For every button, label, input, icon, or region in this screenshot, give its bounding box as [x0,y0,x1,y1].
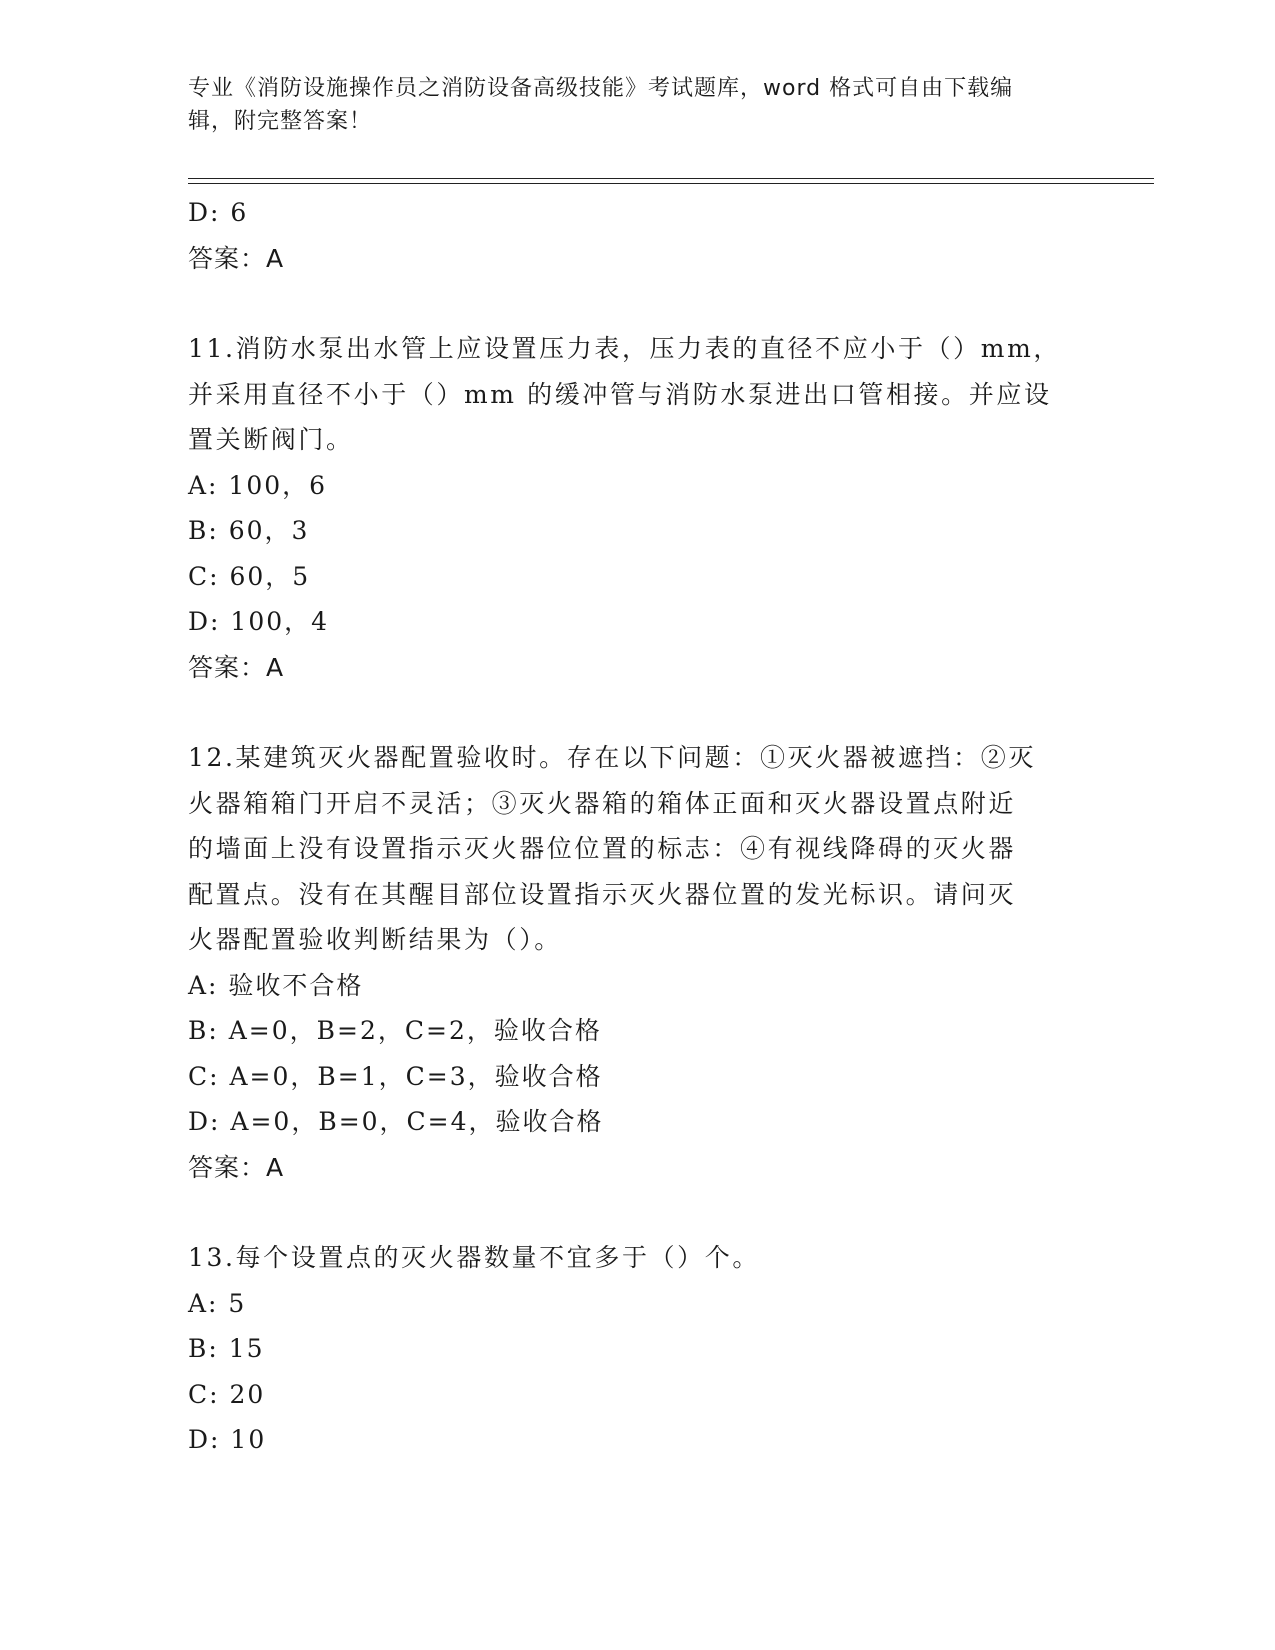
q13-option-c: C: 20 [188,1379,266,1409]
header-line-2: 辑，附完整答案！ [188,109,373,134]
header-divider-bottom [188,183,1154,184]
q12-stem-line-2: 火器箱箱门开启不灵活；③灭火器箱的箱体正面和灭火器设置点附近 [188,788,1017,818]
header-line-1: 专业《消防设施操作员之消防设备高级技能》考试题库，word 格式可自由下载编 [188,76,1014,101]
q11-stem-line-2: 并采用直径不小于（）mm 的缓冲管与消防水泵进出口管相接。并应设 [188,379,1052,409]
q12-stem-line-1: 12.某建筑灭火器配置验收时。存在以下问题：①灭火器被遮挡：②灭 [188,743,1036,772]
header-divider-top [188,178,1154,179]
q11-option-a: A: 100，6 [188,470,328,500]
question-content [188,190,1068,1463]
q12-option-b: B: A=0，B=2，C=2，验收合格 [188,1016,602,1045]
q12-option-d: D: A=0，B=0，C=4，验收合格 [188,1107,604,1136]
q11-stem-line-3: 置关断阀门。 [188,425,354,454]
q12-stem-line-5: 火器配置验收判断结果为（）。 [188,925,562,954]
q12-stem-line-4: 配置点。没有在其醒目部位设置指示灭火器位置的发光标识。请问灭 [188,879,1017,909]
q11-option-b: B: 60，3 [188,516,310,545]
question-12-stem [188,735,1068,963]
question-13-stem [188,1235,1068,1281]
document-header [188,72,1068,138]
q11-option-d: D: 100，4 [188,607,330,636]
q12-stem-line-3: 的墙面上没有设置指示灭火器位位置的标志：④有视线降碍的灭火器 [188,834,1017,863]
q13-stem-line-1: 13.每个设置点的灭火器数量不宜多于（）个。 [188,1243,760,1272]
prev-answer: 答案：A [188,243,285,273]
q12-answer: 答案：A [188,1152,285,1182]
q13-option-b: B: 15 [188,1334,265,1363]
q13-option-d: D: 10 [188,1425,267,1454]
spacer [188,690,1068,735]
q11-answer: 答案：A [188,652,285,682]
question-11-stem [188,326,1068,463]
prev-option-d: D: 6 [188,198,249,227]
q11-option-c: C: 60，5 [188,561,311,591]
spacer [188,281,1068,326]
spacer [188,1190,1068,1235]
q11-stem-line-1: 11.消防水泵出水管上应设置压力表，压力表的直径不应小于（）mm， [188,334,1061,363]
q12-option-c: C: A=0，B=1，C=3，验收合格 [188,1061,603,1091]
q12-option-a: A: 验收不合格 [188,970,364,1000]
q13-option-a: A: 5 [188,1288,247,1318]
